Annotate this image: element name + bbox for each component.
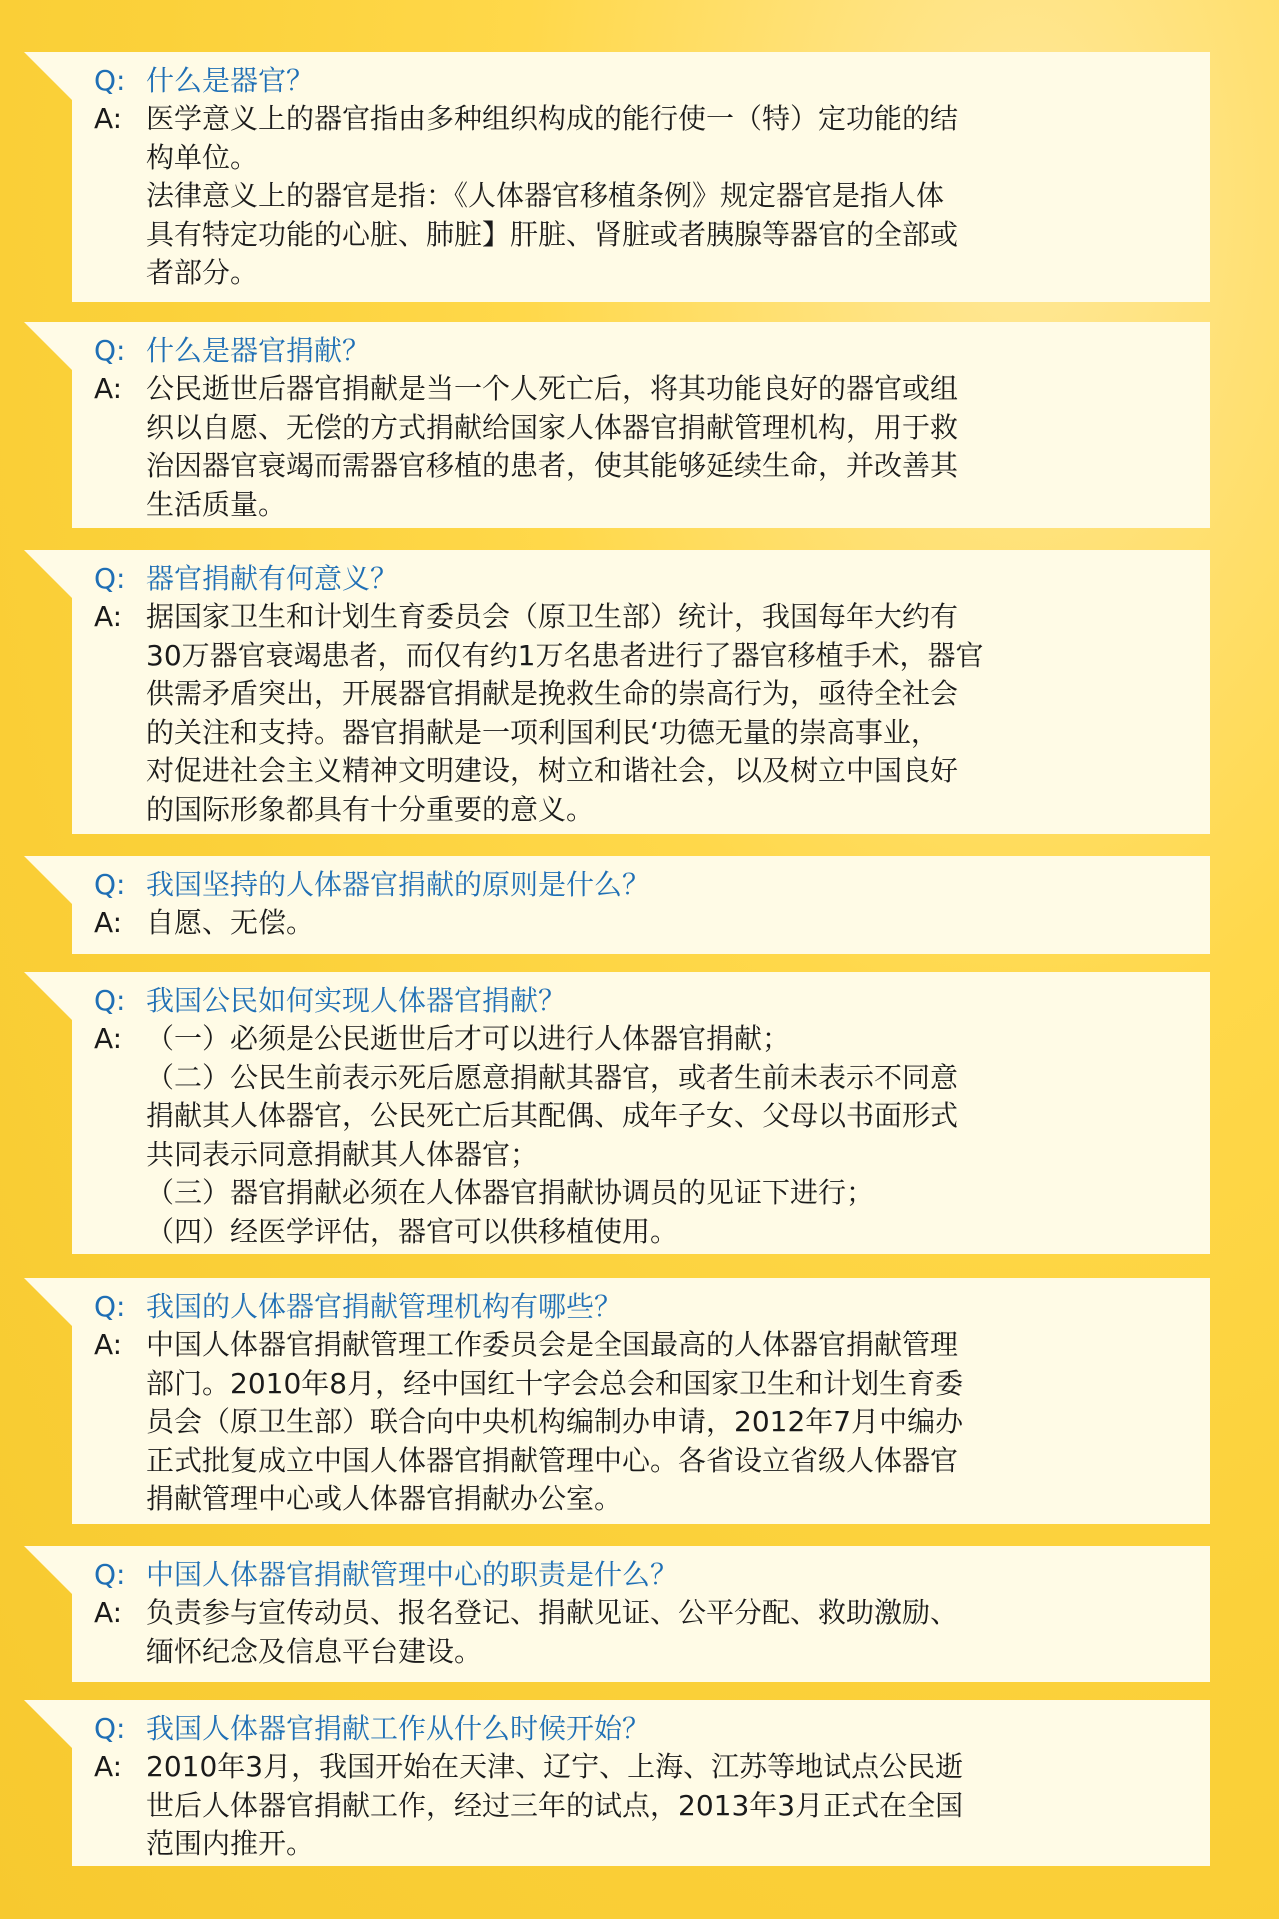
a-prefix: A: bbox=[94, 1596, 123, 1629]
faq-card bbox=[72, 1546, 1210, 1682]
question-text: 我国坚持的人体器官捐献的原则是什么？ bbox=[146, 868, 651, 901]
answer-paragraph: （四）经医学评估，器官可以供移植使用。 bbox=[146, 1214, 679, 1248]
answer-body bbox=[146, 904, 1188, 943]
answer-paragraph: 2010年3月，我国开始在天津、辽宁、上海、江苏等地试点公民逝 世后人体器官捐献工作，经过三年的试点，2013年3月正式在全国 范围内推开。 bbox=[146, 1750, 964, 1860]
a-prefix: A: bbox=[94, 1328, 123, 1361]
question-line bbox=[94, 1288, 1188, 1326]
question-text: 我国的人体器官捐献管理机构有哪些？ bbox=[146, 1290, 623, 1323]
answer-body bbox=[146, 598, 1188, 829]
question-text: 器官捐献有何意义？ bbox=[146, 562, 399, 595]
answer-body bbox=[146, 1326, 1188, 1519]
q-prefix: Q: bbox=[94, 64, 126, 97]
question-line bbox=[94, 866, 1188, 904]
answer-body bbox=[146, 1594, 1188, 1671]
question-line bbox=[94, 332, 1188, 370]
answer-paragraph: 据国家卫生和计划生育委员会（原卫生部）统计，我国每年大约有 30万器官衰竭患者，而仅有约1万名患者进行了器官移植手术，器官 供需矛盾突出，开展器官捐献是挽救生命的崇高行为，亟待全社会 的关注和支持。器官捐献是一项利国利民‘功德无量的崇高事业， 对促进社会主义精神文明建设，树立和谐社会，以及树立中国良好 的国际形象都具有十分重要的意义。 bbox=[146, 600, 984, 826]
answer-paragraph: 中国人体器官捐献管理工作委员会是全国最高的人体器官捐献管理 部门。2010年8月，经中国红十字会总会和国家卫生和计划生育委 员会（原卫生部）联合向中央机构编制办申请，2012年7月中编办 正式批复成立中国人体器官捐献管理中心。各省设立省级人体器官 捐献管理中心或人体器官捐献办公室。 bbox=[146, 1328, 964, 1515]
faq-card bbox=[72, 550, 1210, 834]
q-prefix: Q: bbox=[94, 984, 126, 1017]
a-prefix: A: bbox=[94, 1750, 123, 1783]
answer-paragraph: 公民逝世后器官捐献是当一个人死亡后，将其功能良好的器官或组 织以自愿、无偿的方式捐献给国家人体器官捐献管理机构，用于救 治因器官衰竭而需器官移植的患者，使其能够延续生命，并改善其 生活质量。 bbox=[146, 372, 959, 521]
faq-card bbox=[72, 972, 1210, 1254]
answer-body bbox=[146, 100, 1188, 293]
faq-card bbox=[72, 1700, 1210, 1866]
answer-paragraph: 法律意义上的器官是指：《人体器官移植条例》规定器官是指人体 具有特定功能的心脏、肺脏】肝脏、肾脏或者胰腺等器官的全部或 者部分。 bbox=[146, 179, 959, 289]
a-prefix: A: bbox=[94, 372, 123, 405]
answer-body bbox=[146, 1748, 1188, 1864]
question-text: 我国公民如何实现人体器官捐献？ bbox=[146, 984, 567, 1017]
question-line bbox=[94, 62, 1188, 100]
faq-card bbox=[72, 52, 1210, 302]
q-prefix: Q: bbox=[94, 334, 126, 367]
answer-line bbox=[94, 1748, 1188, 1864]
answer-body bbox=[146, 1020, 1188, 1251]
question-text: 中国人体器官捐献管理中心的职责是什么？ bbox=[146, 1558, 679, 1591]
answer-paragraph: （二）公民生前表示死后愿意捐献其器官，或者生前未表示不同意 捐献其人体器官，公民死亡后其配偶、成年子女、父母以书面形式 共同表示同意捐献其人体器官； bbox=[146, 1060, 959, 1171]
faq-card bbox=[72, 856, 1210, 954]
q-prefix: Q: bbox=[94, 1712, 126, 1745]
question-line bbox=[94, 1556, 1188, 1594]
q-prefix: Q: bbox=[94, 868, 126, 901]
answer-line bbox=[94, 904, 1188, 943]
q-prefix: Q: bbox=[94, 1558, 126, 1591]
a-prefix: A: bbox=[94, 906, 123, 939]
question-line bbox=[94, 982, 1188, 1020]
a-prefix: A: bbox=[94, 1022, 123, 1055]
answer-line bbox=[94, 1594, 1188, 1671]
answer-line bbox=[94, 1020, 1188, 1251]
a-prefix: A: bbox=[94, 600, 123, 633]
answer-body bbox=[146, 370, 1188, 524]
answer-line bbox=[94, 1326, 1188, 1519]
answer-paragraph: （一）必须是公民逝世后才可以进行人体器官捐献； bbox=[146, 1022, 791, 1055]
question-text: 什么是器官捐献？ bbox=[146, 334, 371, 367]
answer-line bbox=[94, 370, 1188, 524]
answer-paragraph: 自愿、无偿。 bbox=[146, 906, 315, 939]
question-text: 我国人体器官捐献工作从什么时候开始？ bbox=[146, 1712, 651, 1745]
a-prefix: A: bbox=[94, 102, 123, 135]
q-prefix: Q: bbox=[94, 562, 126, 595]
question-line bbox=[94, 1710, 1188, 1748]
question-line bbox=[94, 560, 1188, 598]
answer-paragraph: 医学意义上的器官指由多种组织构成的能行使一（特）定功能的结 构单位。 bbox=[146, 102, 959, 174]
answer-line bbox=[94, 598, 1188, 829]
faq-card bbox=[72, 322, 1210, 528]
answer-paragraph: 负责参与宣传动员、报名登记、捐献见证、公平分配、救助激励、 缅怀纪念及信息平台建设。 bbox=[146, 1596, 959, 1668]
q-prefix: Q: bbox=[94, 1290, 126, 1323]
question-text: 什么是器官？ bbox=[146, 64, 315, 97]
answer-paragraph: （三）器官捐献必须在人体器官捐献协调员的见证下进行； bbox=[146, 1176, 875, 1209]
faq-card bbox=[72, 1278, 1210, 1524]
answer-line bbox=[94, 100, 1188, 293]
